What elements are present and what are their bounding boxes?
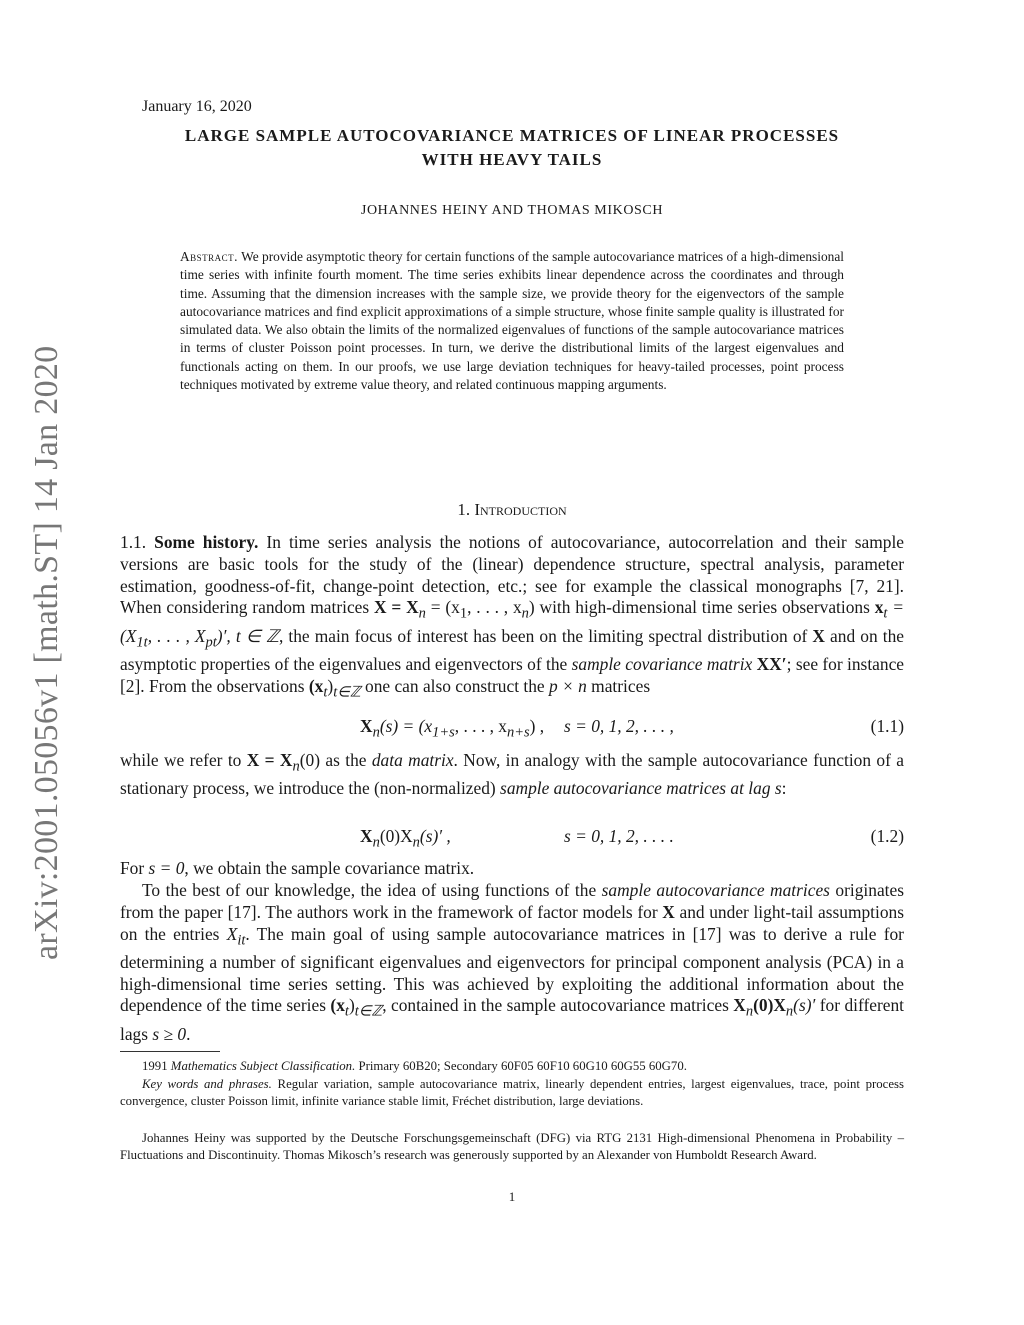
math-run: n (785, 1003, 794, 1020)
math-run: X = X (373, 597, 419, 618)
math-run: t (344, 1003, 349, 1020)
footnote-rule (120, 1051, 220, 1052)
math-run: n (292, 758, 300, 775)
math-run: (s)′ (793, 995, 816, 1016)
text-run: ; see for instance [2]. From the observations (120, 653, 905, 696)
math-run: x (874, 597, 884, 618)
italic-run: sample autocovariance matrices at lag s (500, 778, 782, 799)
math-run: X (733, 995, 746, 1016)
text-run: Primary 60B20; Secondary 60F05 60F10 60G10 60G55 60G70. (358, 1059, 687, 1073)
math-run: , . . . , x (467, 597, 522, 618)
math-run: (x (330, 995, 345, 1016)
italic-run: data matrix (371, 750, 454, 770)
math-run: 1t (136, 634, 148, 651)
equation-condition: s = 0, 1, 2, . . . , (564, 716, 674, 736)
italic-run: Key words and phrases. (142, 1077, 272, 1091)
footnote-msc (120, 1058, 904, 1075)
equation-body: $X_n(0)X_n(s)'$ , (360, 826, 451, 851)
text-run: one can also construct the (360, 675, 549, 696)
equation-body: $X_n(s) = (x_{1+s}$, . . . , $x_{n+s}$) , (360, 716, 545, 741)
text-run: matrices (586, 675, 651, 696)
math-run: n (521, 605, 529, 622)
math-run: = (x (425, 597, 460, 618)
text-run: and on the asymptotic properties of the eigenvalues and eigenvectors of the (120, 625, 904, 674)
italic-run: sample covariance matrix (571, 653, 753, 674)
math-run: ) (348, 995, 355, 1016)
text-run: while we refer to (120, 750, 247, 770)
text-run: For (120, 858, 149, 878)
math-run: , . . . , X (147, 625, 206, 646)
text-run: . (186, 1023, 191, 1044)
math-run: )′, t ∈ ℤ (216, 625, 279, 646)
math-run: 1 (459, 605, 468, 622)
abstract (180, 248, 844, 394)
paragraph-prior-work (120, 880, 904, 1046)
text-run: , contained in the sample autocovariance matrices (382, 995, 734, 1016)
equation-number: (1.2) (870, 826, 904, 846)
paper-date: January 16, 2020 (142, 98, 252, 115)
abstract-text: We provide asymptotic theory for certain functions of the sample autocovariance matrices of a high-dimensional time series with infinite fourth moment. The time series exhibits linear dependence across the coordinates and through time. Assuming that the dimension increases with the sample size, we provide theory for the eigenvectors of the sample autocovariance matrices and find explicit approximations of a simple structure, whose finite sample quality is illustrated for simulated data. We also obtain the limits of the normalized eigenvalues of functions of the sample autocovariance matrices in terms of cluster Poisson point processes. In turn, we derive the distributional limits of the largest eigenvalues and functionals acting on them. In our proofs, we use large deviation techniques for heavy-tailed processes, point process techniques motivated by extreme value theory, and related continuous mapping arguments. (180, 249, 845, 393)
text-run: , the main focus of interest has been on the limiting spectral distribution of (278, 625, 813, 646)
text-run: as the (320, 750, 372, 770)
text-run: : (781, 778, 787, 799)
footnote-keywords (120, 1076, 904, 1109)
paper-authors: JOHANNES HEINY AND THOMAS MIKOSCH (360, 203, 664, 218)
text-run: Regular variation, sample autocovariance matrix, linearly dependent entries, largest eigenvalues, trace, point process convergence, cluster Poisson limit, infinite variance stable limit, Fréchet distribution, large deviations. (120, 1077, 904, 1108)
math-run: s ≥ 0 (152, 1023, 187, 1044)
text-run: In time series analysis the notions of autocovariance, autocorrelation and their sample versions are basic tools for the study of the (linear) dependence structure, spectral analysis, parameter estimation, goodness-of-fit, change-point detection, etc.; see for example the classical monographs [7, 21]. When considering random matrices (120, 532, 904, 618)
math-run: it (237, 932, 246, 949)
section-heading (120, 500, 904, 520)
subsection-title: Some history. (154, 532, 259, 552)
math-run: t∈ℤ (354, 1003, 383, 1020)
equation-number: (1.1) (870, 716, 904, 736)
text-run: and under light-tail assumptions on the entries (120, 901, 905, 944)
equation-1-2 (120, 826, 904, 852)
math-run: n (745, 1003, 754, 1020)
section-number: 1. (457, 500, 471, 519)
footnote-funding (120, 1130, 904, 1163)
math-run: ) (327, 675, 334, 696)
text-run: , we obtain the sample covariance matrix. (184, 858, 475, 878)
math-run: X (812, 625, 825, 646)
math-run: (0) (299, 750, 321, 770)
math-run: ) (528, 597, 535, 618)
paragraph-some-history (120, 532, 904, 704)
math-run: t∈ℤ (333, 684, 361, 701)
text-run: with high-dimensional time series observations (534, 597, 875, 618)
math-run: s = 0 (148, 858, 185, 878)
math-run: = (X (120, 597, 904, 646)
arxiv-identifier-stamp: arXiv:2001.05056v1 [math.ST] 14 Jan 2020 (28, 345, 65, 960)
italic-run: sample autocovariance matrices (601, 880, 830, 900)
text-run: for different lags (120, 995, 904, 1044)
text-run: Johannes Heiny was supported by the Deutsche Forschungsgemeinschaft (DFG) via RTG 2131 High-dimensional Phenomena in Probability – Fluctuations and Discontinuity. Thomas Mikosch’s research was generously supported by an Alexander von Humboldt Research Award. (120, 1131, 904, 1162)
paragraph-covariance-note (120, 858, 904, 880)
text-run: . The main goal of using sample autocovariance matrices in [17] was to derive a rule for determining a number of significant eigenvalues and eigenvectors for principal component analysis (PCA) in a high-dimensional time series setting. This was achieved by exploiting the additional information about the dependence of the time series (120, 923, 904, 1016)
math-run: X = X (246, 750, 293, 770)
paper-title-line-2: WITH HEAVY TAILS (421, 150, 603, 169)
math-run: n (418, 605, 426, 622)
paragraph-data-matrix (120, 750, 904, 800)
text-run: 1991 (142, 1059, 168, 1073)
math-run: t (883, 605, 888, 622)
text-run: . Now, in analogy with the sample autocovariance function of a stationary process, we introduce the (non-normalized) (120, 750, 904, 799)
math-run: (x (308, 675, 324, 696)
equation-1-1 (120, 716, 904, 742)
text-run: To the best of our knowledge, the idea of using functions of the (142, 880, 602, 900)
math-run: X (226, 923, 238, 944)
section-title: Introduction (474, 500, 567, 519)
math-run: (0)X (753, 995, 786, 1016)
subsection-number: 1.1. (120, 532, 147, 552)
math-run: pt (205, 634, 217, 651)
math-run: p × n (549, 675, 587, 696)
math-run: t (323, 684, 328, 701)
math-run: XX′ (752, 653, 787, 674)
text-run: originates from the paper [17]. The authors work in the framework of factor models for (120, 880, 904, 922)
equation-condition: s = 0, 1, 2, . . . . (564, 826, 674, 846)
page-number: 1 (508, 1189, 516, 1204)
math-run: X (662, 901, 675, 922)
paper-title-line-1: LARGE SAMPLE AUTOCOVARIANCE MATRICES OF LINEAR PROCESSES (184, 126, 840, 145)
italic-run: Mathematics Subject Classification. (170, 1059, 356, 1073)
abstract-label: Abstract. (180, 249, 239, 264)
